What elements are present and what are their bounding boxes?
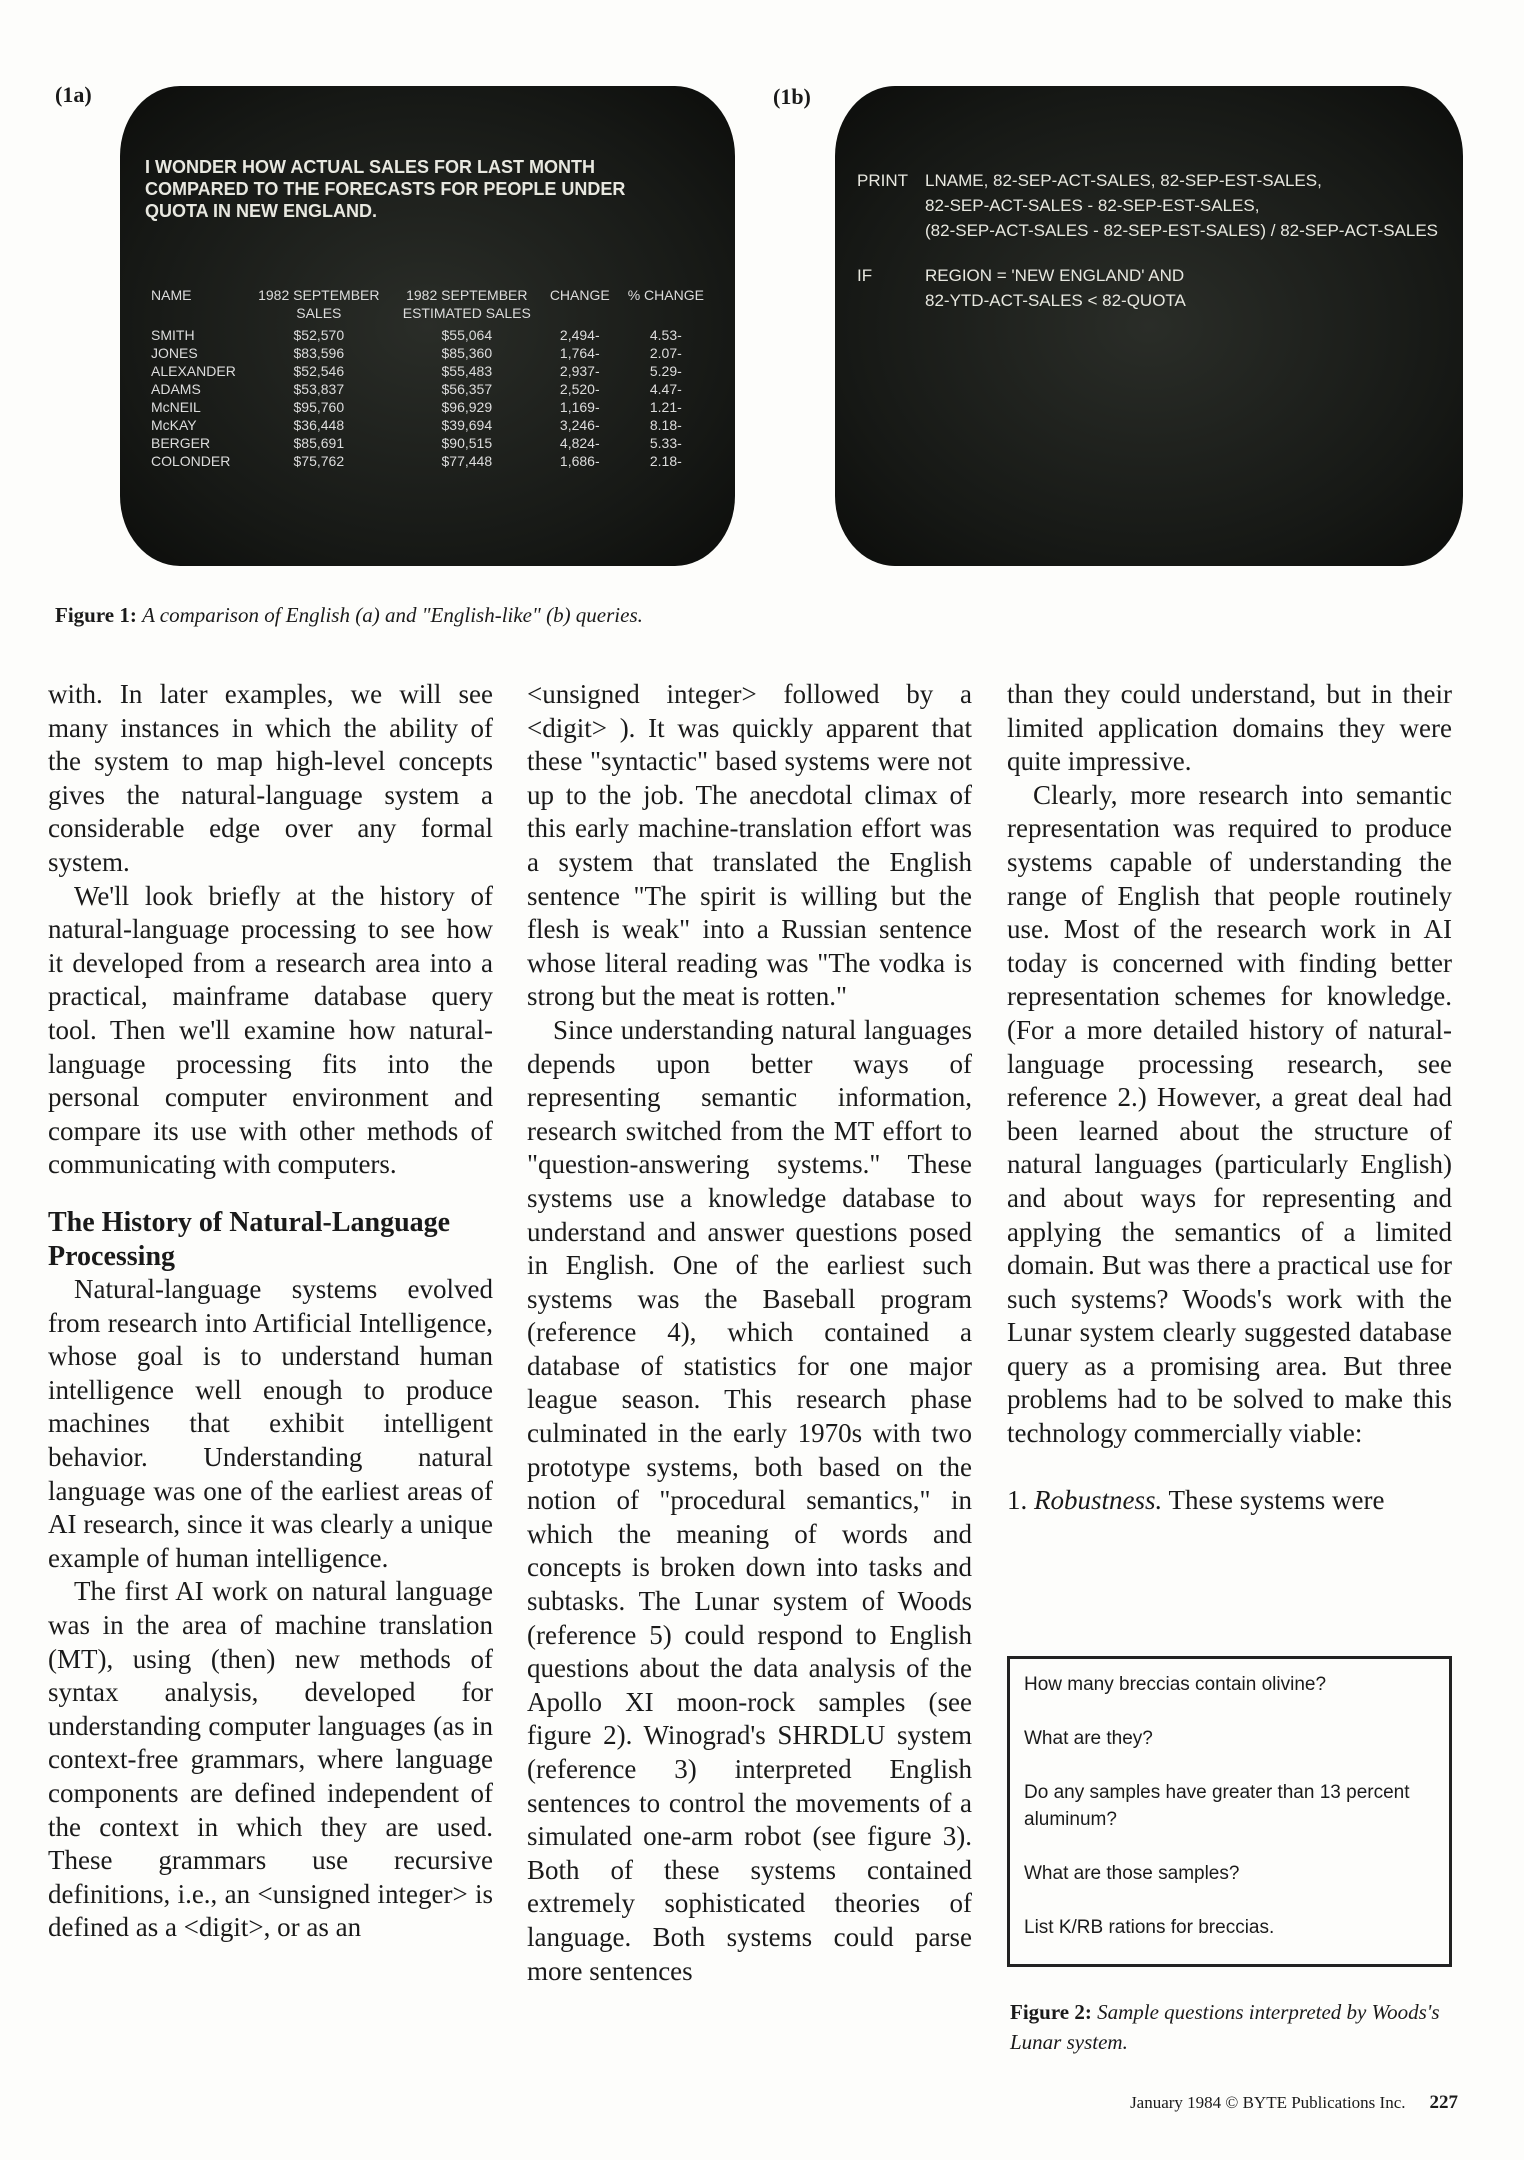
code-line: [857, 168, 1451, 193]
item-term: Robustness.: [1034, 1484, 1163, 1515]
table-row: [142, 362, 713, 380]
figure-2-caption: [1010, 1997, 1455, 2057]
table-cell: 1.21-: [649, 399, 682, 415]
table-cell: $77,448: [441, 453, 493, 469]
column-3: [1007, 678, 1452, 1517]
table-cell: $39,694: [441, 417, 493, 433]
paragraph: We'll look briefly at the history of natural-language processing to see how it developed from a research area into a practical, mainframe database query tool. Then we'll examine how natural-language processing fits into the personal computer environment and compare its use with other methods of communicating with computers.: [48, 880, 493, 1180]
table-cell: 3,246-: [559, 417, 600, 433]
table-cell: 2,494-: [559, 327, 600, 343]
sample-question: Do any samples have greater than 13 percent aluminum?: [1024, 1782, 1410, 1830]
code-keyword: [857, 218, 925, 243]
sales-table: [142, 286, 713, 470]
table-cell: 1,686-: [559, 453, 600, 469]
table-cell: BERGER: [151, 435, 211, 451]
code-text: (82-SEP-ACT-SALES - 82-SEP-EST-SALES) / 82-SEP-ACT-SALES: [925, 221, 1439, 240]
paragraph: Natural-language systems evolved from research into Artificial Intelligence, whose goal is to understand human intelligence well enough to produce machines that exhibit intelligent behavior. Understanding natural language was one of the earliest areas of AI research, since it was clearly a unique example of human intelligence.: [48, 1274, 493, 1573]
figure-1b-label: (1b): [773, 84, 811, 109]
english-like-query: [857, 168, 1451, 313]
caption-label: Figure 1:: [55, 603, 137, 627]
caption-label: Figure 2:: [1010, 2000, 1092, 2024]
code-line: [857, 288, 1451, 313]
figure-1a-screen: [120, 86, 735, 566]
paragraph: Clearly, more research into semantic representation was required to produce systems capable of understanding the range of English that people routinely use. Most of the research work in AI today is concerned with finding better representation schemes for knowledge. (For a more detailed history of natural-language processing research, see reference 2.) However, a great deal had been learned about the structure of natural languages (particularly English) and about ways for representing and applying the semantics of a limited domain. But was there a practical use for such systems? Woods's work with the Lunar system clearly suggested database query as a promising area. But three problems had to be solved to make this technology commercially viable:: [1007, 779, 1452, 1449]
code-text: 82-SEP-ACT-SALES - 82-SEP-EST-SALES,: [925, 196, 1260, 215]
table-cell: 5.29-: [649, 363, 682, 379]
section-heading: The History of Natural-Language Processing: [48, 1206, 451, 1272]
table-cell: 5.33-: [649, 435, 682, 451]
table-cell: $53,837: [293, 381, 345, 397]
caption-text: A comparison of English (a) and "English-like" (b) queries.: [142, 603, 643, 627]
table-cell: ADAMS: [151, 381, 201, 397]
paragraph: than they could understand, but in their limited application domains they were quite impressive.: [1007, 679, 1452, 777]
table-cell: $55,483: [441, 363, 493, 379]
table-cell: $85,691: [293, 435, 345, 451]
english-query: I WONDER HOW ACTUAL SALES FOR LAST MONTH COMPARED TO THE FORECASTS FOR PEOPLE UNDER QUOTA IN NEW ENGLAND.: [145, 157, 626, 221]
code-line: [857, 193, 1451, 218]
sample-question: What are they?: [1024, 1728, 1153, 1749]
table-cell: ALEXANDER: [151, 363, 236, 379]
table-cell: $52,546: [293, 363, 345, 379]
page-footer: [1130, 2092, 1458, 2114]
figure-1-caption: [55, 603, 643, 628]
item-text: These systems were: [1168, 1484, 1385, 1515]
table-cell: 4,824-: [559, 435, 600, 451]
figure-1b-screen: [835, 86, 1463, 566]
table-header: NAME: [151, 287, 192, 303]
table-row: [142, 380, 713, 398]
table-cell: 2.07-: [649, 345, 682, 361]
table-cell: 2,937-: [559, 363, 600, 379]
table-header: 1982 SEPTEMBER SALES: [258, 287, 380, 321]
table-cell: 8.18-: [649, 417, 682, 433]
footer-text: January 1984 © BYTE Publications Inc.: [1130, 2093, 1406, 2112]
table-row: [142, 326, 713, 344]
code-line: [857, 218, 1451, 243]
table-cell: $83,596: [293, 345, 345, 361]
table-cell: 2.18-: [649, 453, 682, 469]
table-cell: JONES: [151, 345, 198, 361]
table-cell: $56,357: [441, 381, 493, 397]
paragraph: <unsigned integer> followed by a <digit> ). It was quickly apparent that these "syntactic" based systems were not up to the job. The anecdotal climax of this early machine-translation effort was a system that translated the English sentence "The spirit is willing but the flesh is weak" into a Russian sentence whose literal reading was "The vodka is strong but the meat is rotten.": [527, 679, 972, 1012]
paragraph: with. In later examples, we will see many instances in which the ability of the system to map high-level concepts gives the natural-language system a considerable edge over any formal system.: [48, 679, 493, 877]
table-cell: $95,760: [293, 399, 345, 415]
sample-question: What are those samples?: [1024, 1863, 1240, 1884]
table-cell: SMITH: [151, 327, 195, 343]
list-item: [1007, 1484, 1452, 1518]
table-cell: $36,448: [293, 417, 345, 433]
code-keyword: IF: [857, 266, 873, 285]
code-keyword: [857, 193, 925, 218]
table-cell: 2,520-: [559, 381, 600, 397]
table-cell: COLONDER: [151, 453, 231, 469]
sample-question: List K/RB rations for breccias.: [1024, 1917, 1275, 1938]
table-cell: 1,764-: [559, 345, 600, 361]
column-1: [48, 678, 493, 1945]
code-text: LNAME, 82-SEP-ACT-SALES, 82-SEP-EST-SALES,: [925, 171, 1322, 190]
table-row: [142, 434, 713, 452]
table-cell: 4.47-: [649, 381, 682, 397]
page-number: 227: [1429, 2092, 1458, 2113]
table-cell: $90,515: [441, 435, 493, 451]
table-cell: $52,570: [293, 327, 345, 343]
table-cell: $55,064: [441, 327, 493, 343]
table-row: [142, 344, 713, 362]
table-header: 1982 SEPTEMBER ESTIMATED SALES: [402, 287, 531, 321]
code-keyword: [857, 288, 925, 313]
table-cell: $85,360: [441, 345, 493, 361]
figure-1a-label: (1a): [55, 82, 92, 107]
code-text: 82-YTD-ACT-SALES < 82-QUOTA: [925, 291, 1186, 310]
code-text: REGION = 'NEW ENGLAND' AND: [925, 266, 1185, 285]
item-number: 1.: [1007, 1484, 1028, 1515]
table-row: [142, 416, 713, 434]
table-cell: $75,762: [293, 453, 345, 469]
caption-text: Sample questions interpreted by Woods's Lunar system.: [1010, 2000, 1440, 2054]
table-cell: 4.53-: [649, 327, 682, 343]
sample-question: How many breccias contain olivine?: [1024, 1674, 1327, 1695]
paragraph: The first AI work on natural language was in the area of machine translation (MT), using (then) new methods of syntax analysis, developed for understanding computer languages (as in context-free grammars, where language components are defined independent of the context in which they are used. These grammars use recursive definitions, i.e., an <unsigned integer> is defined as a <digit>, or as an: [48, 1576, 493, 1943]
table-cell: $96,929: [441, 399, 493, 415]
table-cell: 1,169-: [559, 399, 600, 415]
table-cell: McKAY: [151, 417, 197, 433]
figure-2-box: [1007, 1656, 1452, 1967]
code-line: [857, 263, 1451, 288]
paragraph: Since understanding natural languages depends upon better ways of representing semantic information, research switched from the MT effort to "question-answering systems." These systems use a knowledge database to understand and answer questions posed in English. One of the earliest such systems was the Baseball program (reference 4), which contained a database of statistics for one major league season. This research phase culminated in the early 1970s with two prototype systems, both based on the notion of "procedural semantics," in which the meaning of words and concepts is broken down into tasks and subtasks. The Lunar system of Woods (reference 5) could respond to English questions about the data analysis of the Apollo XI moon-rock samples (see figure 2). Winograd's SHRDLU system (reference 3) interpreted English sentences to control the movements of a simulated one-arm robot (see figure 3). Both of these systems contained extremely sophisticated theories of language. Both systems could parse more sentences: [527, 1014, 972, 1986]
column-2: [527, 678, 972, 1988]
code-keyword: PRINT: [857, 171, 908, 190]
table-row: [142, 452, 713, 470]
table-header: CHANGE: [549, 287, 610, 303]
table-cell: McNEIL: [151, 399, 201, 415]
table-row: [142, 398, 713, 416]
table-header: % CHANGE: [627, 287, 704, 303]
